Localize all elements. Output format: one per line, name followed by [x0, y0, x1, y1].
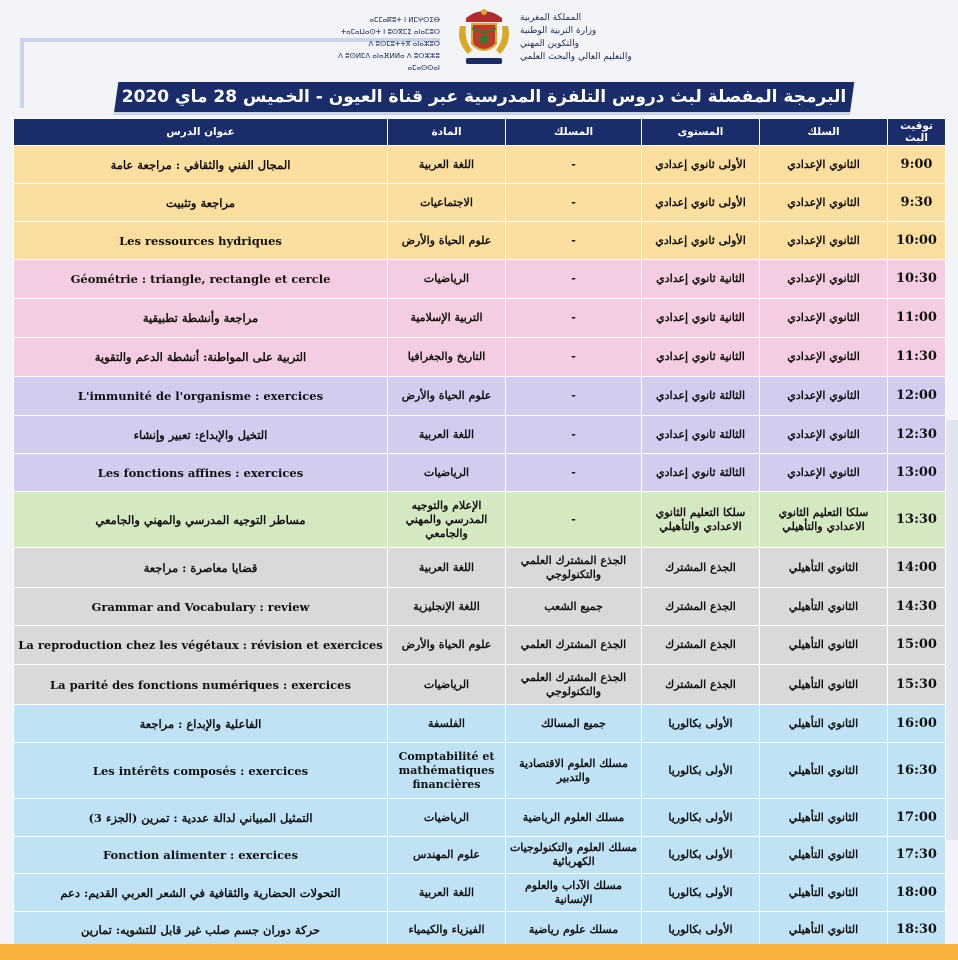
schedule-time-cell: 18:30	[888, 912, 946, 949]
lesson-cell: التحولات الحضارية والثقافية في الشعر العربي القديم: دعم	[14, 874, 388, 912]
page-title: البرمجة المفصلة لبث دروس التلفزة المدرسية عبر قناة العيون - الخميس 28 ماي 2020	[121, 87, 847, 107]
lesson-cell: L'immunité de l'organisme : exercices	[14, 377, 388, 416]
cycle-cell: الثانوي الإعدادي	[760, 454, 888, 492]
level-cell: الأولى بكالوريا	[642, 912, 760, 949]
schedule-time-cell: 13:30	[888, 492, 946, 548]
cycle-cell: الثانوي الإعدادي	[760, 416, 888, 454]
subject-cell: الإعلام والتوجيه المدرسي والمهني والجامعي	[388, 492, 506, 548]
table-header-row	[14, 119, 946, 146]
track-cell: -	[506, 260, 642, 299]
track-cell: مسلك العلوم الرياضية	[506, 799, 642, 837]
table-row	[14, 588, 946, 626]
lesson-cell: La parité des fonctions numériques : exercices	[14, 665, 388, 705]
subject-cell: الرياضيات	[388, 799, 506, 837]
table-row	[14, 912, 946, 949]
subject-cell: الرياضيات	[388, 665, 506, 705]
schedule-time-cell: 17:30	[888, 837, 946, 874]
table-row	[14, 492, 946, 548]
track-cell: -	[506, 299, 642, 338]
level-cell: الثالثة ثانوي إعدادي	[642, 454, 760, 492]
cycle-cell: الثانوي الإعدادي	[760, 338, 888, 377]
track-cell: -	[506, 416, 642, 454]
track-cell: مسلك علوم رياضية	[506, 912, 642, 949]
schedule-time-cell: 9:00	[888, 146, 946, 184]
track-cell: الجذع المشترك العلمي	[506, 626, 642, 665]
lesson-cell: التخيل والإبداع: تعبير وإنشاء	[14, 416, 388, 454]
subject-cell: Comptabilité et mathématiques financières	[388, 743, 506, 799]
subject-cell: التربية الإسلامية	[388, 299, 506, 338]
amazigh-line: ⴰⵎⵎⴰⴽⵓⵜ ⵏ ⵍⵎⵖⵔⵉⴱ	[369, 16, 440, 24]
cycle-cell: الثانوي التأهيلي	[760, 874, 888, 912]
subject-cell: علوم الحياة والأرض	[388, 626, 506, 665]
table-row	[14, 299, 946, 338]
schedule-time-cell: 15:00	[888, 626, 946, 665]
schedule-time-cell: 12:30	[888, 416, 946, 454]
lesson-cell: La reproduction chez les végétaux : révision et exercices	[14, 626, 388, 665]
table-row	[14, 146, 946, 184]
lesson-cell: Les fonctions affines : exercices	[14, 454, 388, 492]
subject-cell: اللغة العربية	[388, 146, 506, 184]
track-cell: -	[506, 222, 642, 260]
cycle-cell: الثانوي التأهيلي	[760, 665, 888, 705]
schedule-time-cell: 16:30	[888, 743, 946, 799]
subject-cell: الفلسفة	[388, 705, 506, 743]
cycle-cell: الثانوي التأهيلي	[760, 705, 888, 743]
cycle-cell: الثانوي الإعدادي	[760, 299, 888, 338]
subject-cell: علوم الحياة والأرض	[388, 222, 506, 260]
subject-cell: علوم الحياة والأرض	[388, 377, 506, 416]
table-row	[14, 743, 946, 799]
column-header-lesson: عنوان الدرس	[14, 119, 388, 146]
lesson-cell: التمثيل المبياني لدالة عددية : تمرين (الجزء 3)	[14, 799, 388, 837]
track-cell: -	[506, 454, 642, 492]
track-cell: الجذع المشترك العلمي والتكنولوجي	[506, 665, 642, 705]
lesson-cell: قضايا معاصرة : مراجعة	[14, 548, 388, 588]
schedule-time-cell: 11:00	[888, 299, 946, 338]
schedule-time-cell: 15:30	[888, 665, 946, 705]
track-cell: -	[506, 184, 642, 222]
page-header	[0, 0, 958, 80]
level-cell: الأولى ثانوي إعدادي	[642, 146, 760, 184]
table-row	[14, 705, 946, 743]
level-cell: الأولى بكالوريا	[642, 743, 760, 799]
level-cell: الثانية ثانوي إعدادي	[642, 338, 760, 377]
table-row	[14, 626, 946, 665]
level-cell: الثالثة ثانوي إعدادي	[642, 377, 760, 416]
lesson-cell: Géométrie : triangle, rectangle et cercle	[14, 260, 388, 299]
track-cell: -	[506, 338, 642, 377]
table-row	[14, 665, 946, 705]
schedule-table	[13, 118, 946, 949]
cycle-cell: سلكا التعليم الثانوي الاعدادي والتأهيلي	[760, 492, 888, 548]
lesson-cell: مراجعة وأنشطة تطبيقية	[14, 299, 388, 338]
ministry-line: والتكوين المهني	[520, 39, 579, 49]
subject-cell: اللغة الإنجليزية	[388, 588, 506, 626]
ministry-line: المملكة المغربية	[520, 13, 582, 23]
level-cell: الثانية ثانوي إعدادي	[642, 260, 760, 299]
cycle-cell: الثانوي الإعدادي	[760, 260, 888, 299]
column-header-time: توقيت البث	[888, 119, 946, 146]
level-cell: الأولى بكالوريا	[642, 837, 760, 874]
level-cell: الجذع المشترك	[642, 588, 760, 626]
subject-cell: الفيزياء والكيمياء	[388, 912, 506, 949]
column-header-level: المستوى	[642, 119, 760, 146]
subject-cell: اللغة العربية	[388, 416, 506, 454]
subject-cell: التاريخ والجغرافيا	[388, 338, 506, 377]
cycle-cell: الثانوي التأهيلي	[760, 799, 888, 837]
level-cell: الأولى ثانوي إعدادي	[642, 184, 760, 222]
subject-cell: الرياضيات	[388, 454, 506, 492]
lesson-cell: Grammar and Vocabulary : review	[14, 588, 388, 626]
track-cell: جميع المسالك	[506, 705, 642, 743]
table-row	[14, 184, 946, 222]
amazigh-line: ⵜⴰⵎⴰⵡⴰⵙⵜ ⵏ ⵓⵙⴳⵎⵉ ⴰⵏⴰⵎⵓⵔ	[340, 28, 440, 36]
ministry-name	[520, 12, 640, 64]
subject-cell: الرياضيات	[388, 260, 506, 299]
table-row	[14, 874, 946, 912]
schedule-time-cell: 16:00	[888, 705, 946, 743]
cycle-cell: الثانوي التأهيلي	[760, 837, 888, 874]
amazigh-line: ⴷ ⵓⵙⵎⵓⵜⵜⴳ ⴰⵏⴰⵣⵓⵔ	[368, 40, 440, 48]
level-cell: الجذع المشترك	[642, 626, 760, 665]
lesson-cell: مساطر التوجيه المدرسي والمهني والجامعي	[14, 492, 388, 548]
lesson-cell: مراجعة وتثبيت	[14, 184, 388, 222]
level-cell: الجذع المشترك	[642, 548, 760, 588]
schedule-time-cell: 13:00	[888, 454, 946, 492]
table-row	[14, 799, 946, 837]
table-row	[14, 222, 946, 260]
level-cell: الأولى بكالوريا	[642, 799, 760, 837]
track-cell: مسلك العلوم والتكنولوجيات الكهربائية	[506, 837, 642, 874]
level-cell: الجذع المشترك	[642, 665, 760, 705]
table-row	[14, 377, 946, 416]
level-cell: الثانية ثانوي إعدادي	[642, 299, 760, 338]
track-cell: الجذع المشترك العلمي والتكنولوجي	[506, 548, 642, 588]
cycle-cell: الثانوي التأهيلي	[760, 912, 888, 949]
lesson-cell: Les ressources hydriques	[14, 222, 388, 260]
subject-cell: الاجتماعيات	[388, 184, 506, 222]
lesson-cell: الفاعلية والإبداع : مراجعة	[14, 705, 388, 743]
coat-of-arms-icon	[452, 6, 516, 72]
level-cell: سلكا التعليم الثانوي الاعدادي والتأهيلي	[642, 492, 760, 548]
schedule-time-cell: 14:30	[888, 588, 946, 626]
track-cell: مسلك الآداب والعلوم الإنسانية	[506, 874, 642, 912]
table-body	[14, 146, 946, 949]
amazigh-line: ⴷ ⵓⵙⵍⵎⴷ ⴰⵏⴰⴼⵍⵍⴰ ⴷ ⵓⵔⵣⵣⵓ ⴰⵎⴰⵙⵙⴰⵏ	[338, 52, 440, 72]
lesson-cell: Fonction alimenter : exercices	[14, 837, 388, 874]
column-header-track: المسلك	[506, 119, 642, 146]
schedule-time-cell: 12:00	[888, 377, 946, 416]
cycle-cell: الثانوي التأهيلي	[760, 588, 888, 626]
schedule-time-cell: 11:30	[888, 338, 946, 377]
schedule-time-cell: 9:30	[888, 184, 946, 222]
lesson-cell: التربية على المواطنة: أنشطة الدعم والتقوية	[14, 338, 388, 377]
column-header-subject: المادة	[388, 119, 506, 146]
table-row	[14, 416, 946, 454]
table-row	[14, 338, 946, 377]
table-row	[14, 260, 946, 299]
subject-cell: اللغة العربية	[388, 874, 506, 912]
level-cell: الثالثة ثانوي إعدادي	[642, 416, 760, 454]
lesson-cell: المجال الفني والثقافي : مراجعة عامة	[14, 146, 388, 184]
column-header-cycle: السلك	[760, 119, 888, 146]
cycle-cell: الثانوي التأهيلي	[760, 548, 888, 588]
schedule-time-cell: 18:00	[888, 874, 946, 912]
cycle-cell: الثانوي الإعدادي	[760, 222, 888, 260]
subject-cell: علوم المهندس	[388, 837, 506, 874]
track-cell: -	[506, 492, 642, 548]
bottom-bar	[0, 944, 958, 960]
schedule-time-cell: 10:30	[888, 260, 946, 299]
schedule-time-cell: 14:00	[888, 548, 946, 588]
cycle-cell: الثانوي التأهيلي	[760, 743, 888, 799]
ministry-line: وزارة التربية الوطنية	[520, 26, 597, 36]
cycle-cell: الثانوي التأهيلي	[760, 626, 888, 665]
track-cell: -	[506, 146, 642, 184]
cycle-cell: الثانوي الإعدادي	[760, 146, 888, 184]
cycle-cell: الثانوي الإعدادي	[760, 377, 888, 416]
ministry-line: والتعليم العالي والبحث العلمي	[520, 52, 632, 62]
level-cell: الأولى بكالوريا	[642, 705, 760, 743]
table-row	[14, 837, 946, 874]
schedule-time-cell: 10:00	[888, 222, 946, 260]
subject-cell: اللغة العربية	[388, 548, 506, 588]
lesson-cell: Les intérêts composés : exercices	[14, 743, 388, 799]
level-cell: الأولى ثانوي إعدادي	[642, 222, 760, 260]
schedule-time-cell: 17:00	[888, 799, 946, 837]
track-cell: -	[506, 377, 642, 416]
amazigh-ministry-name	[330, 14, 440, 74]
cycle-cell: الثانوي الإعدادي	[760, 184, 888, 222]
table-row	[14, 454, 946, 492]
track-cell: مسلك العلوم الاقتصادية والتدبير	[506, 743, 642, 799]
lesson-cell: حركة دوران جسم صلب غير قابل للتشويه: تمارين	[14, 912, 388, 949]
track-cell: جميع الشعب	[506, 588, 642, 626]
table-row	[14, 548, 946, 588]
level-cell: الأولى بكالوريا	[642, 874, 760, 912]
